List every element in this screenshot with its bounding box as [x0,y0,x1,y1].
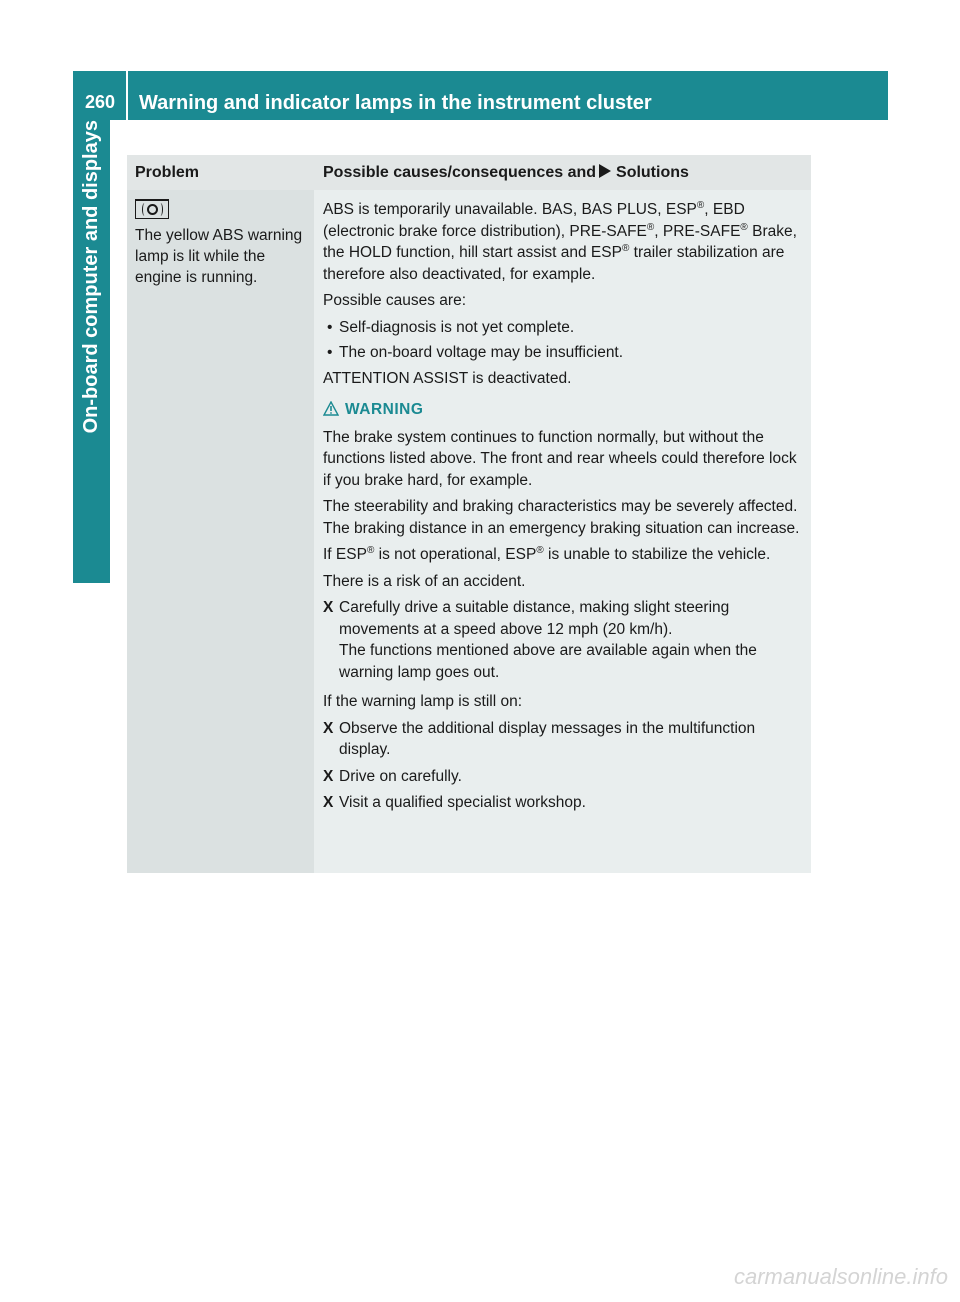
abs-warning-icon [135,199,169,219]
page-title: Warning and indicator lamps in the instrument cluster [139,92,652,114]
warning-paragraph: If ESP® is not operational, ESP® is unable to stabilize the vehicle. [323,545,771,563]
column-header-problem: Problem [135,164,200,181]
step-item [323,792,807,814]
arrow-right-icon [599,164,611,178]
step-marker-icon: X [323,767,334,785]
column-header-solutions-prefix: Possible causes/consequences and [323,164,597,181]
column-header-solutions [323,155,689,190]
attention-note: ATTENTION ASSIST is deactivated. [323,369,572,387]
warning-heading [323,399,807,421]
warning-paragraph: There is a risk of an accident. [323,572,526,590]
warning-paragraph: The brake system continues to function normally, but without the functions listed above. The front and rear wheels could therefore lock if you brake hard, for example. [323,428,797,489]
step-text: Visit a qualified specialist workshop. [339,794,586,811]
problem-column-bg [127,190,314,873]
list-item: • Self-diagnosis is not yet complete. [327,318,575,336]
header-divider [126,71,128,120]
step-marker-icon: X [323,794,334,811]
side-tab-label: On-board computer and displays [80,120,102,434]
step-item [323,718,807,761]
warning-lamp-table [127,155,811,873]
step-marker-icon: X [323,599,334,616]
step-text: Observe the additional display messages in the multifunction display. [339,719,756,758]
step-item [323,597,807,683]
causes-label: Possible causes are: [323,292,467,309]
intro-paragraph: ABS is temporarily unavailable. BAS, BAS PLUS, ESP®, EBD (electronic brake force distribution), PRE-SAFE®, PRE-SAFE® Brake, the HOLD function, hill start assist and ESP® trailer stabilization are therefore also deactivated, for example. [323,200,797,283]
list-item: • The on-board voltage may be insufficient. [327,344,624,361]
step-marker-icon: X [323,719,334,737]
warning-paragraph: The steerability and braking characteristics may be severely affected. The braking distance in an emergency braking situation can increase. [323,498,800,537]
problem-cell [135,199,311,288]
warning-triangle-icon [323,401,339,416]
step-text: Carefully drive a suitable distance, making slight steering movements at a speed above 12 mph (20 km/h). [339,599,730,638]
still-on-label: If the warning lamp is still on: [323,693,523,710]
page-number: 260 [84,92,116,112]
column-header-solutions-suffix: Solutions [616,164,689,181]
step-result: The functions mentioned above are available again when the warning lamp goes out. [339,642,757,681]
step-item [323,766,807,788]
warning-title: WARNING [345,401,424,418]
watermark: carmanualsonline.info [733,1264,948,1289]
side-tab-label-wrap [73,120,110,530]
table-header [127,155,811,190]
problem-text: The yellow ABS warning lamp is lit while the engine is running. [135,227,303,286]
step-text: Drive on carefully. [339,767,462,785]
solution-cell [323,199,807,819]
